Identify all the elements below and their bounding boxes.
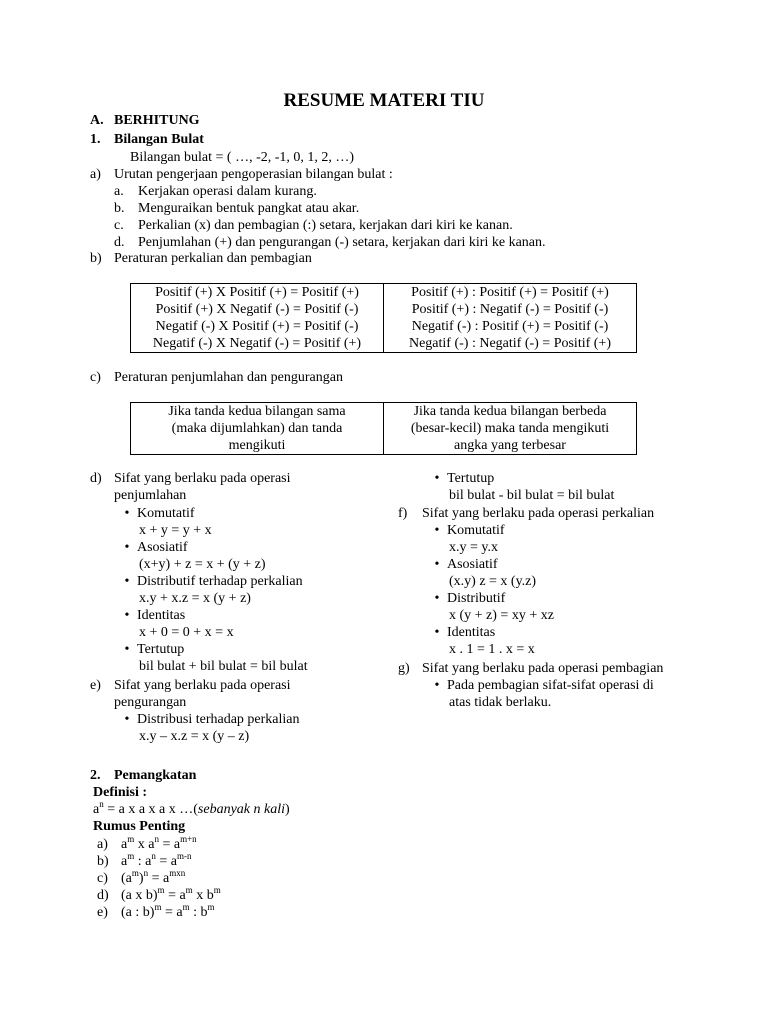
multiplication-rules-table xyxy=(130,283,637,353)
property-item xyxy=(427,470,494,487)
item-d-heading: d) Sifat yang berlaku pada operasi xyxy=(90,471,291,486)
table-cell-line: Positif (+) X Positif (+) = Positif (+) xyxy=(155,285,359,300)
power-formula-marker: a) xyxy=(97,837,108,852)
exponent: m+n xyxy=(180,834,197,844)
property-text: Pada pembagian sifat-sifat operasi di xyxy=(447,678,654,693)
property-text-cont: atas tidak berlaku. xyxy=(449,695,552,710)
property-name: Distributif xyxy=(447,591,506,606)
table-cell-line: Positif (+) : Positif (+) = Positif (+) xyxy=(411,285,609,300)
table-cell-line: Jika tanda kedua bilangan sama xyxy=(168,404,346,419)
order-step-marker: a. xyxy=(114,184,124,199)
formula-text: x a xyxy=(134,837,155,852)
exponent: mxn xyxy=(169,868,186,878)
property-formula: x.y – x.z = x (y – z) xyxy=(139,729,250,744)
formula-text: a xyxy=(121,854,128,869)
exponent: m xyxy=(182,902,190,912)
table-cell-line: Negatif (-) X Negatif (-) = Positif (+) xyxy=(152,336,362,351)
property-name: Komutatif xyxy=(447,523,505,538)
bullet-icon: • xyxy=(434,471,440,486)
order-step xyxy=(114,183,317,200)
property-formula: x.y = y.x xyxy=(449,540,498,555)
property-item xyxy=(427,522,505,539)
item-e-heading-cont: pengurangan xyxy=(114,695,187,710)
bullet-icon: • xyxy=(124,574,130,589)
section-a-heading: A. BERHITUNG xyxy=(90,113,200,128)
order-step-text: Menguraikan bentuk pangkat atau akar. xyxy=(138,201,360,216)
order-step-marker: c. xyxy=(114,218,124,233)
property-item xyxy=(117,539,188,556)
bullet-icon: • xyxy=(434,678,440,693)
exponent: m xyxy=(127,851,135,861)
property-name: Identitas xyxy=(447,625,496,640)
property-item xyxy=(117,573,303,590)
power-formula-marker: d) xyxy=(97,888,109,903)
property-formula: x (y + z) = xy + xz xyxy=(449,608,554,623)
table-cell-line: Positif (+) X Negatif (-) = Positif (-) xyxy=(155,302,359,317)
order-step xyxy=(114,200,359,217)
formula-text: = a xyxy=(148,871,170,886)
different-sign-rule-cell xyxy=(384,403,637,455)
power-formula-marker: e) xyxy=(97,905,108,920)
exponent: m xyxy=(213,885,221,895)
bullet-icon: • xyxy=(124,712,130,727)
formula-text: a xyxy=(121,837,128,852)
formula-text: = a xyxy=(161,905,183,920)
formula-text: : b xyxy=(189,905,208,920)
item-e-heading: e) Sifat yang berlaku pada operasi xyxy=(90,678,291,693)
same-sign-rule-cell xyxy=(131,403,384,455)
item-c-heading: c) Peraturan penjumlahan dan pengurangan xyxy=(90,370,343,385)
bullet-icon: • xyxy=(124,506,130,521)
section-2-heading: 2. Pemangkatan xyxy=(90,768,197,783)
formula-text: (a xyxy=(121,871,132,886)
bullet-icon: • xyxy=(434,591,440,606)
property-name: Asosiatif xyxy=(137,540,188,555)
exponent: n xyxy=(154,834,159,844)
power-formula xyxy=(97,904,214,921)
property-formula: (x+y) + z = x + (y + z) xyxy=(139,557,266,572)
property-name: Tertutup xyxy=(137,642,185,657)
property-formula: bil bulat + bil bulat = bil bulat xyxy=(139,659,308,674)
exponent: n xyxy=(151,851,156,861)
table-cell-line: (maka dijumlahkan) dan tanda xyxy=(171,421,343,436)
formula-text: : a xyxy=(134,854,152,869)
formula-text: (a x b) xyxy=(121,888,158,903)
definition-label: Definisi : xyxy=(93,785,148,800)
table-cell-line: mengikuti xyxy=(228,438,286,453)
rumus-penting-label: Rumus Penting xyxy=(93,819,186,834)
table-cell-line: Negatif (-) : Positif (+) = Positif (-) xyxy=(411,319,609,334)
table-cell-line: Negatif (-) X Positif (+) = Positif (-) xyxy=(155,319,359,334)
formula-text: (a : b) xyxy=(121,905,155,920)
power-formula-marker: c) xyxy=(97,871,108,886)
table-cell-line: (besar-kecil) maka tanda mengikuti xyxy=(410,421,610,436)
exponent: m xyxy=(154,902,162,912)
property-formula: x . 1 = 1 . x = x xyxy=(449,642,535,657)
property-name: Distribusi terhadap perkalian xyxy=(137,712,300,727)
addition-rules-table xyxy=(130,402,637,455)
property-item xyxy=(427,590,505,607)
property-formula: x + 0 = 0 + x = x xyxy=(139,625,234,640)
order-step-text: Penjumlahan (+) dan pengurangan (-) setara, kerjakan dari kiri ke kanan. xyxy=(138,235,546,250)
property-name: Tertutup xyxy=(447,471,495,486)
bullet-icon: • xyxy=(124,540,130,555)
property-item xyxy=(427,677,654,694)
item-a-heading: a) Urutan pengerjaan pengoperasian bilangan bulat : xyxy=(90,167,393,182)
multiplication-rules-cell xyxy=(131,284,384,353)
exponent: n xyxy=(143,868,149,878)
division-rules-cell xyxy=(384,284,637,353)
bullet-icon: • xyxy=(434,523,440,538)
formula-text: = a xyxy=(164,888,186,903)
order-step-marker: b. xyxy=(114,201,125,216)
definition-formula: $a^n = a$ x a x a x …(sebanyak n kali) xyxy=(93,799,290,817)
property-item xyxy=(117,641,184,658)
item-f-heading: f) Sifat yang berlaku pada operasi perkalian xyxy=(398,506,655,521)
property-name: Asosiatif xyxy=(447,557,498,572)
table-cell-line: angka yang terbesar xyxy=(454,438,566,453)
bullet-icon: • xyxy=(434,625,440,640)
bullet-icon: • xyxy=(434,557,440,572)
order-step xyxy=(114,234,546,251)
property-name: Identitas xyxy=(137,608,186,623)
formula-text: x b xyxy=(192,888,214,903)
item-d-heading-cont: penjumlahan xyxy=(114,488,187,503)
property-item xyxy=(117,607,185,624)
property-item xyxy=(427,556,498,573)
property-formula: x.y + x.z = x (y + z) xyxy=(139,591,251,606)
table-cell-line: Jika tanda kedua bilangan berbeda xyxy=(413,404,607,419)
order-step-text: Perkalian (x) dan pembagian (:) setara, kerjakan dari kiri ke kanan. xyxy=(138,218,513,233)
order-step xyxy=(114,217,513,234)
item-b-heading: b) Peraturan perkalian dan pembagian xyxy=(90,251,312,266)
property-name: Distributif terhadap perkalian xyxy=(137,574,303,589)
order-step-marker: d. xyxy=(114,235,125,250)
exponent: m xyxy=(131,868,139,878)
bullet-icon: • xyxy=(124,608,130,623)
property-formula: bil bulat - bil bulat = bil bulat xyxy=(449,488,615,503)
page-title: RESUME MATERI TIU xyxy=(283,90,485,111)
property-item xyxy=(427,624,495,641)
property-name: Komutatif xyxy=(137,506,195,521)
exponent: m xyxy=(127,834,135,844)
exponent: m xyxy=(157,885,165,895)
integer-definition: Bilangan bulat = ( …, -2, -1, 0, 1, 2, …) xyxy=(130,150,355,165)
property-formula: x + y = y + x xyxy=(139,523,212,538)
property-formula: (x.y) z = x (y.z) xyxy=(449,574,537,589)
exponent: m xyxy=(185,885,193,895)
property-item xyxy=(117,505,195,522)
exponent: m xyxy=(207,902,215,912)
table-cell-line: Negatif (-) : Negatif (-) = Positif (+) xyxy=(408,336,611,351)
bullet-icon: • xyxy=(124,642,130,657)
property-item xyxy=(117,711,300,728)
table-cell-line: Positif (+) : Negatif (-) = Positif (-) xyxy=(411,302,609,317)
formula-text: = a xyxy=(155,854,177,869)
power-formula-marker: b) xyxy=(97,854,109,869)
exponent: m-n xyxy=(176,851,192,861)
section-1-heading: 1. Bilangan Bulat xyxy=(90,132,204,147)
formula-text: ) xyxy=(138,871,144,886)
order-step-text: Kerjakan operasi dalam kurang. xyxy=(138,184,317,199)
formula-text: = a xyxy=(158,837,181,852)
power-formula xyxy=(97,870,185,887)
item-g-heading: g) Sifat yang berlaku pada operasi pembagian xyxy=(398,661,664,676)
